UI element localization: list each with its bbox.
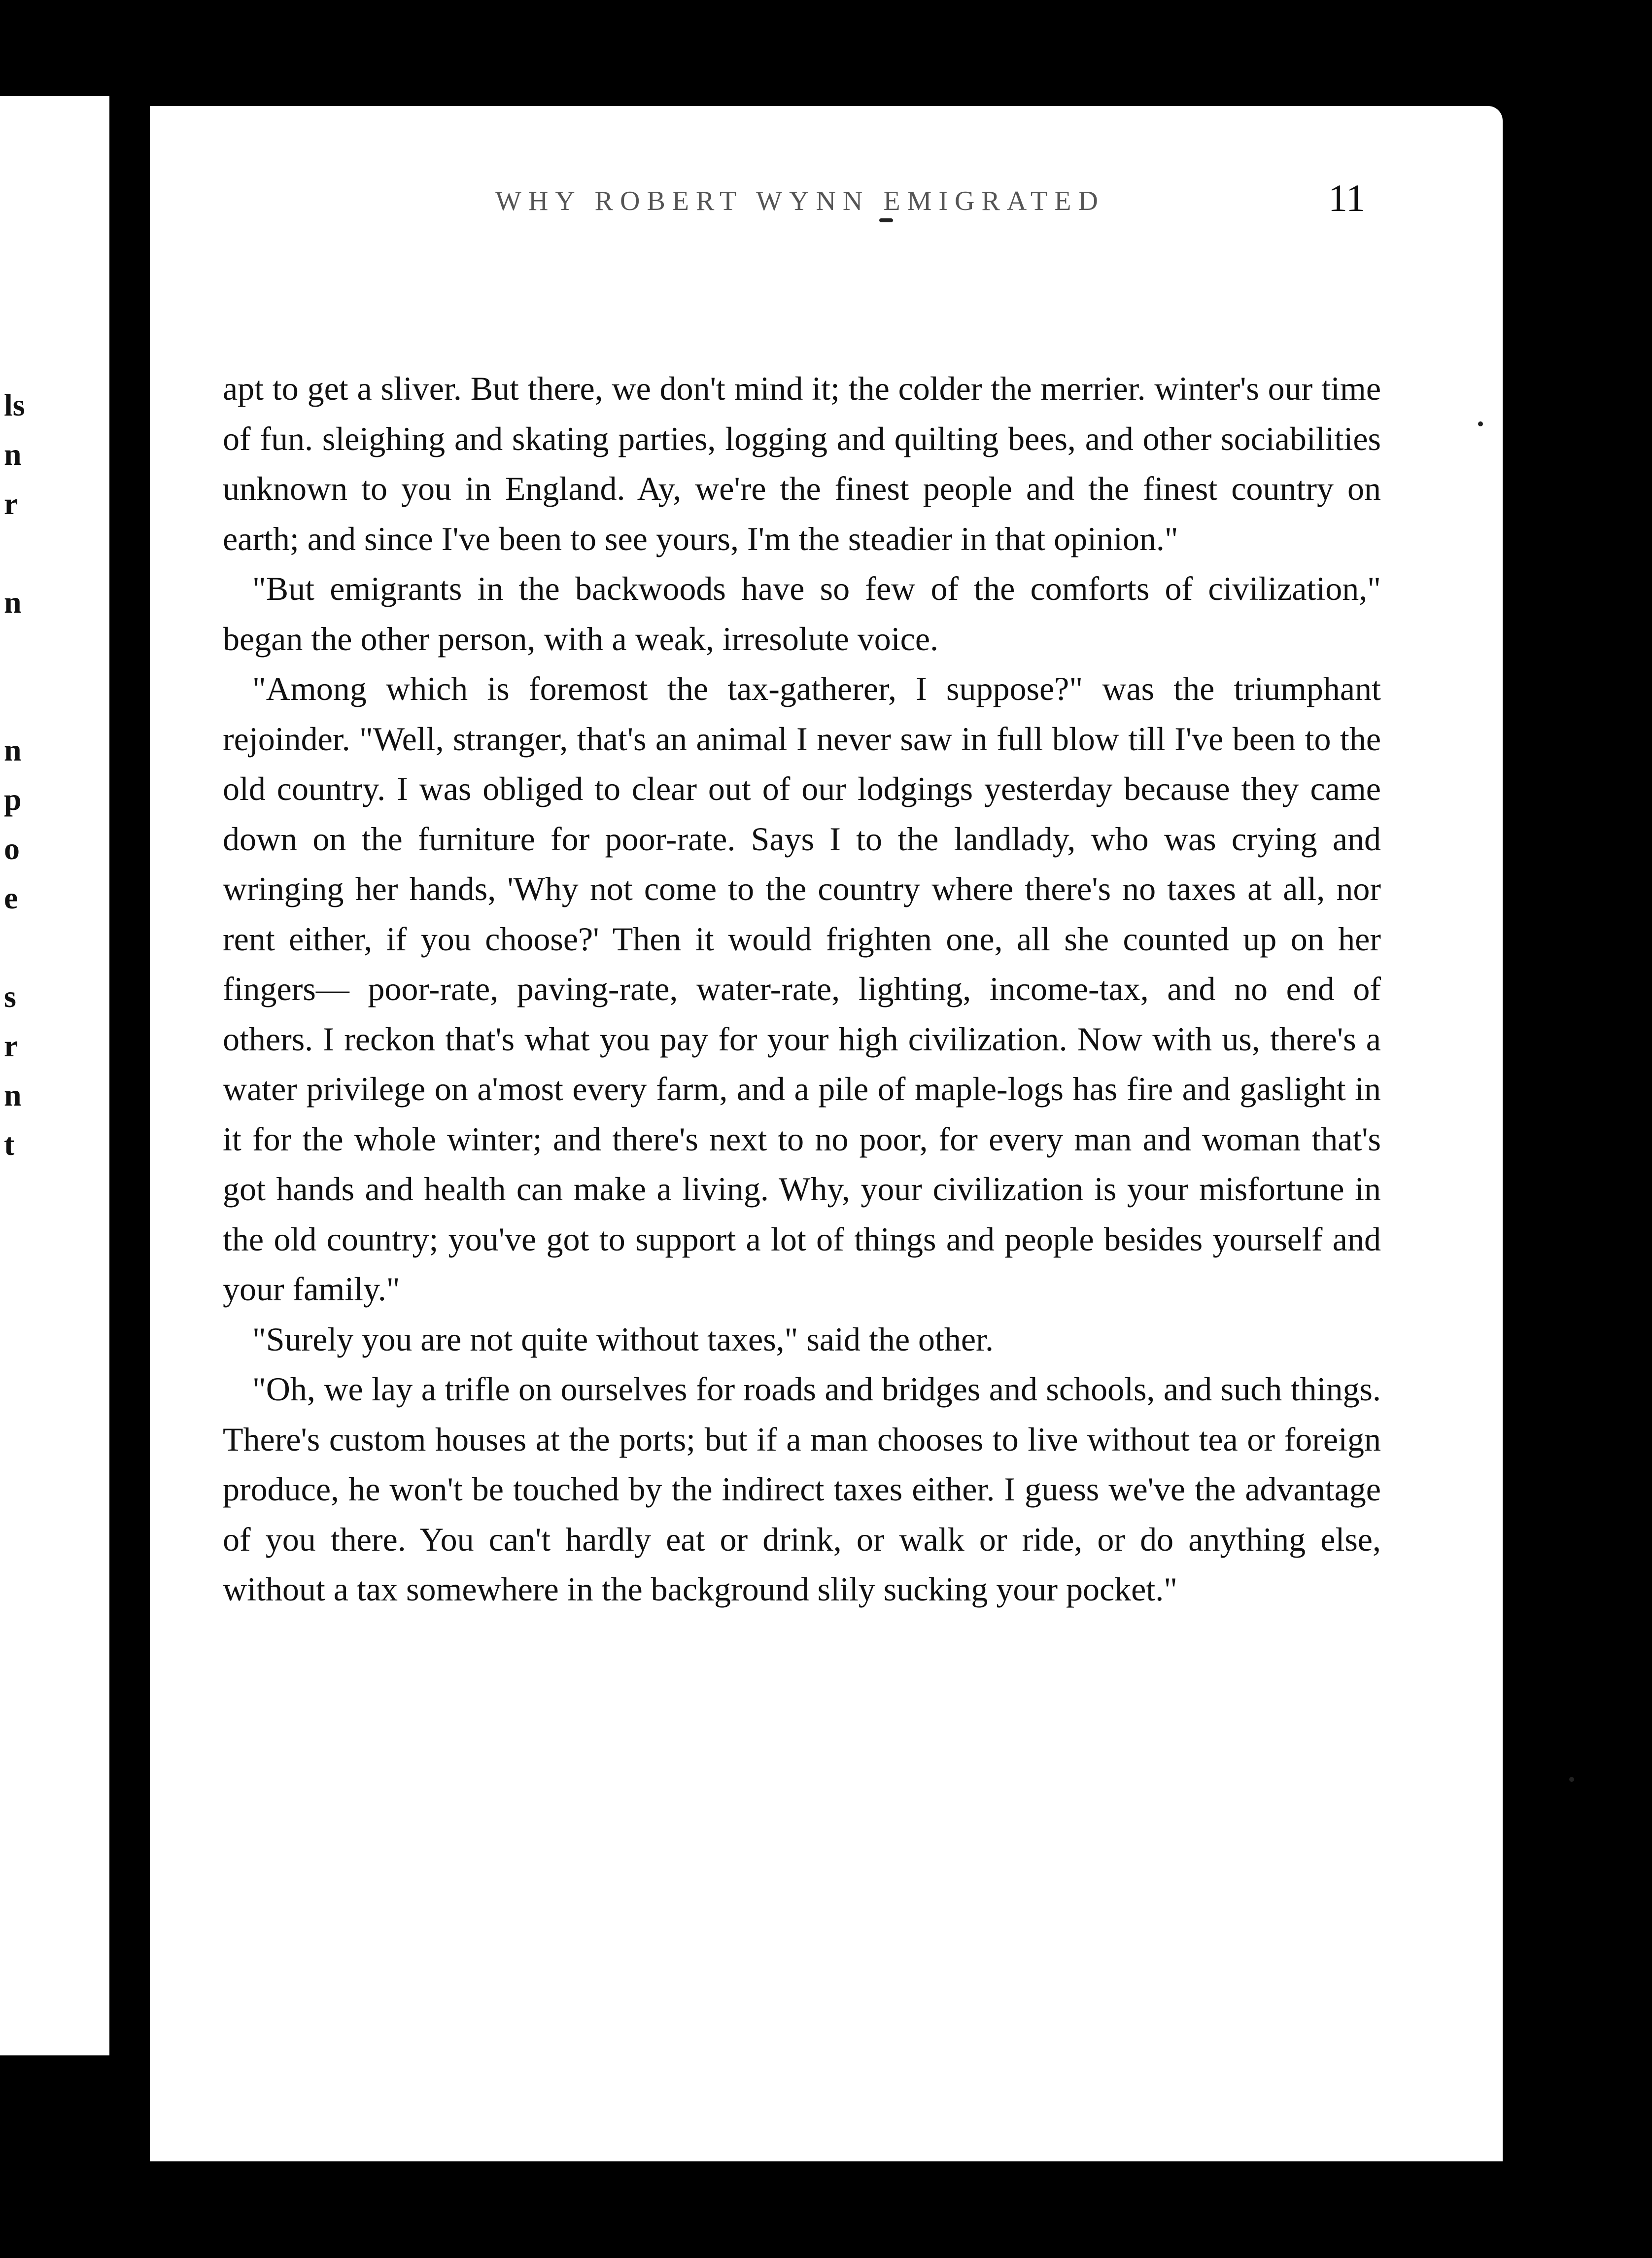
paragraph: "Surely you are not quite without taxes," said the other. <box>252 1320 994 1358</box>
prev-page-fragment: n <box>4 1077 22 1112</box>
paragraph: "Among which is foremost the tax-gatherer, I suppose?" was the triumphant rejoinder. "Well, stranger, that's an animal I never saw in full blow till I've been to the old country. I was obliged to clear out of our lodgings yesterday because they came down on the furniture for poor-rate. Says I to the landlady, who was crying and wringing her hands, 'Why not come to the country where there's no taxes at all, nor rent either, if you choose?' Then it would frighten one, all she counted up on her fingers— poor-rate, paving-rate, water-rate, lighting, income-tax, and no end of others. I reckon that's what you pay for your high civilization. Now with us, there's a water privilege on a'most every farm, and a pile of maple-logs has fire and gaslight in it for the whole winter; and there's next to no poor, for every man and woman that's got hands and health can make a living. Why, your civilization is your misfortune in the old country; you've got to support a lot of things and people besides yourself and your family." <box>223 670 1381 1308</box>
prev-page-fragment: s <box>4 979 16 1014</box>
prev-page-fragment: o <box>4 831 20 866</box>
previous-page-edge <box>0 96 109 2055</box>
prev-page-fragment: n <box>4 437 22 472</box>
prev-page-fragment: t <box>4 1127 15 1162</box>
ink-speck <box>1569 1777 1574 1782</box>
prev-page-fragment: r <box>4 486 18 521</box>
ink-speck <box>1478 421 1483 426</box>
prev-page-fragment: n <box>4 732 22 767</box>
prev-page-fragment: p <box>4 782 22 817</box>
prev-page-fragment: r <box>4 1028 18 1063</box>
prev-page-fragment: e <box>4 880 18 915</box>
paragraph: "Oh, we lay a trifle on ourselves for roads and bridges and schools, and such things. There's custom houses at the ports; but if a man chooses to live without tea or foreign produce, he won't be touched by the indirect taxes either. I guess we've the advantage of you there. You can't hardly eat or drink, or walk or ride, or do anything else, without a tax somewhere in the background slily sucking your pocket." <box>223 1370 1381 1608</box>
running-head: WHY ROBERT WYNN EMIGRATED <box>495 186 1105 216</box>
page-number: 11 <box>1328 176 1366 219</box>
paragraph: "But emigrants in the backwoods have so few of the comforts of civilization," began the other person, with a weak, irresolute voice. <box>223 570 1381 658</box>
paragraph: apt to get a sliver. But there, we don't mind it; the colder the merrier. winter's our time of fun. sleighing and skating parties, logging and quilting bees, and other sociabilities unknown to you in England. Ay, we're the finest people and the finest country on earth; and since I've been to see yours, I'm the steadier in that opinion." <box>223 370 1381 557</box>
prev-page-fragment: ls <box>4 387 25 422</box>
body-text <box>223 364 1381 1615</box>
prev-page-fragment: n <box>4 585 22 620</box>
